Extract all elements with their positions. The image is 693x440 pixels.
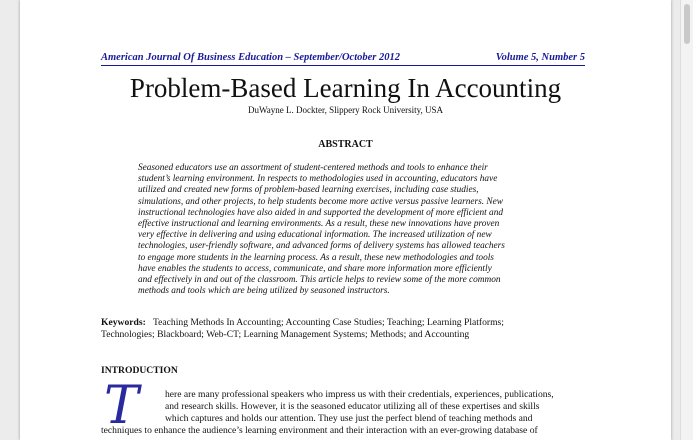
vertical-scrollbar[interactable] — [680, 0, 693, 440]
abstract-line: technologies, user-friendly software, and advanced forms of delivery systems has allowed teachers — [138, 241, 505, 252]
introduction-body — [101, 389, 585, 437]
intro-line: techniques to enhance the audience’s learning environment and their interaction with an ever-growing database of — [101, 425, 538, 436]
keywords-label: Keywords: — [101, 317, 146, 328]
keywords-text-1: Teaching Methods In Accounting; Accounting Case Studies; Teaching; Learning Platforms; — [152, 317, 504, 328]
abstract-line: to engage more students in the learning process. As a result, these new methodologies and tools — [138, 252, 494, 263]
journal-header-left: American Journal Of Business Education – September/October 2012 — [101, 52, 400, 63]
abstract-line: very effective in delivering and using educational information. The increased utilization of new — [138, 230, 492, 241]
abstract-body — [138, 163, 546, 297]
keywords-line-1 — [101, 317, 585, 329]
keywords-section — [101, 317, 585, 341]
abstract-heading: ABSTRACT — [318, 139, 373, 150]
abstract-line: and effectively in and out of the classroom. This article helps to review some of the more common — [138, 275, 501, 286]
intro-line: here are many professional speakers who impress us with their credentials, experiences, publications, — [165, 389, 554, 400]
abstract-line: Seasoned educators use an assortment of student-centered methods and tools to enhance their — [138, 163, 488, 173]
keywords-text-2: Technologies; Blackboard; Web-CT; Learning Management Systems; Methods; and Accounting — [101, 329, 470, 340]
abstract-line: simulations, and other projects, to help students become more active versus passive learners. New — [138, 196, 503, 207]
journal-header — [101, 52, 585, 66]
paper-title: Problem-Based Learning In Accounting — [129, 73, 562, 103]
abstract-line: student’s learning environment. In respects to methodologies used in accounting, educators have — [138, 174, 498, 185]
drop-cap: T — [104, 376, 139, 436]
scrollbar-thumb[interactable] — [684, 4, 690, 44]
document-page — [20, 0, 671, 440]
paper-author: DuWayne L. Dockter, Slippery Rock University, USA — [247, 105, 444, 115]
abstract-line: methods and tools which are being utilized by seasoned instructors. — [138, 286, 390, 297]
journal-header-right: Volume 5, Number 5 — [495, 52, 585, 63]
abstract-line: utilized and created new forms of problem-based learning exercises, including case studies, — [138, 185, 479, 196]
abstract-line: effective instructional and learning environments. As a result, these new innovations have proven — [138, 219, 500, 230]
introduction-heading: INTRODUCTION — [101, 365, 178, 376]
intro-line: and research skills. However, it is the seasoned educator utilizing all of these expertises and skills — [165, 401, 540, 412]
abstract-line: have enables the students to access, communicate, and share more information more efficiently — [138, 263, 492, 274]
intro-line: which captures and holds our attention. They use just the perfect blend of teaching methods and — [165, 413, 533, 424]
abstract-line: instructional technologies have also aided in and supported the development of more efficient and — [138, 207, 504, 218]
